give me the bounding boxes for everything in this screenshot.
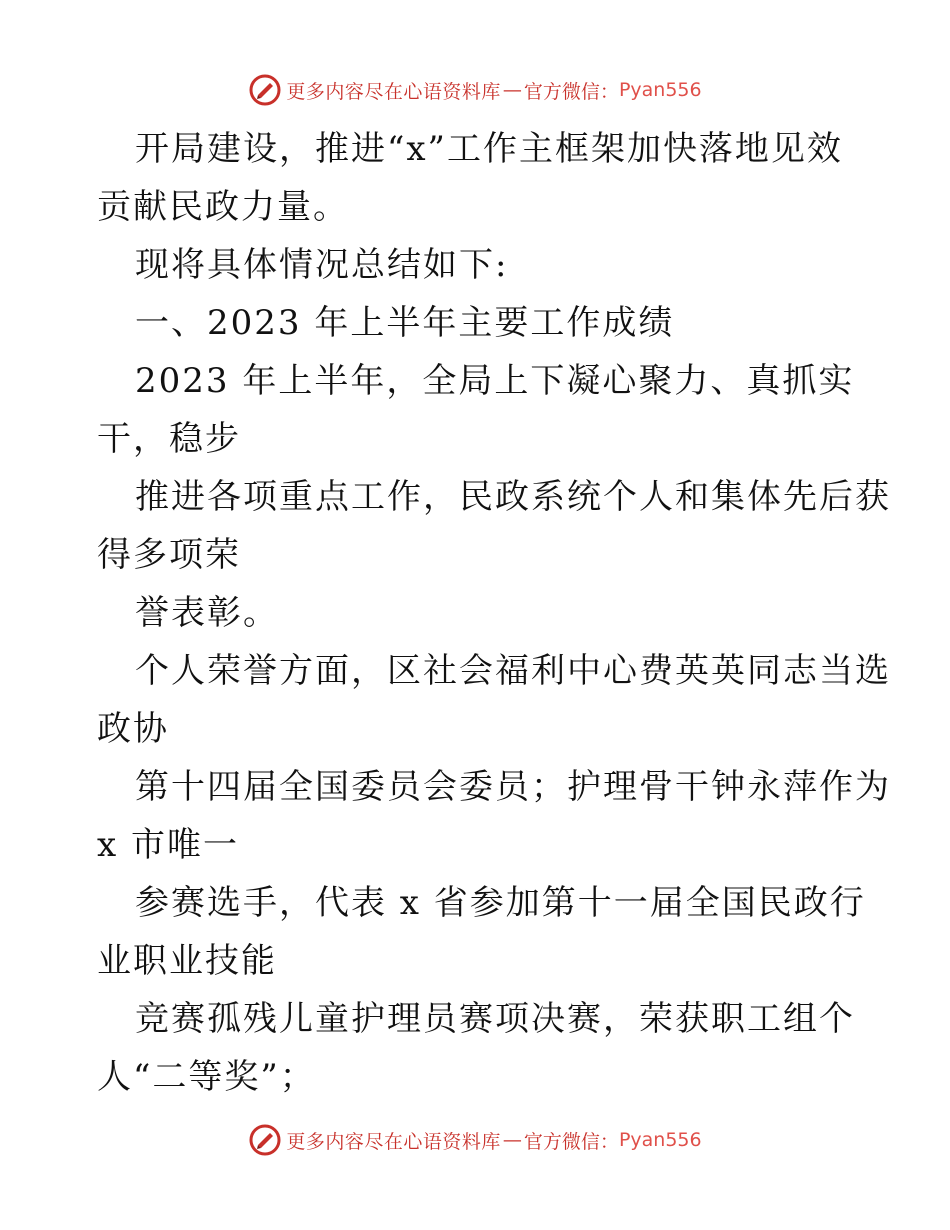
- text-line: 誉表彰。: [135, 593, 279, 633]
- text-line: 干，稳步: [97, 419, 241, 459]
- footer-banner-text: 更多内容尽在心语资料库: [286, 1130, 501, 1153]
- text-line: 得多项荣: [97, 535, 241, 575]
- document-body: [97, 120, 891, 1106]
- section-heading: 一、2023 年上半年主要工作成绩: [135, 303, 675, 343]
- text-line: 参赛选手，代表 x 省参加第十一届全国民政行: [135, 883, 866, 923]
- brand-logo-icon: [248, 73, 282, 107]
- text-line: 竞赛孤残儿童护理员赛项决赛，荣获职工组个: [135, 999, 855, 1039]
- text-line: 第十四届全国委员会委员；护理骨干钟永萍作为: [135, 767, 891, 807]
- footer-wechat-id: Pyan556: [618, 1129, 702, 1151]
- text-line: 人“二等奖”；: [97, 1057, 316, 1097]
- text-line: 个人荣誉方面，区社会福利中心费英英同志当选: [135, 651, 891, 691]
- text-line: 现将具体情况总结如下:: [135, 245, 509, 285]
- footer-banner: [0, 1120, 950, 1160]
- text-line: 政协: [97, 709, 169, 749]
- text-line: 推进各项重点工作，民政系统个人和集体先后获: [135, 477, 891, 517]
- text-line: 贡献民政力量。: [97, 187, 349, 227]
- text-line: 2023 年上半年，全局上下凝心聚力、真抓实: [135, 361, 855, 401]
- text-line: 业职业技能: [97, 941, 277, 981]
- brand-logo-icon: [248, 1123, 282, 1157]
- header-wechat-id: Pyan556: [618, 79, 702, 101]
- header-banner-text: 更多内容尽在心语资料库: [286, 80, 501, 103]
- footer-wechat-label: 官方微信：: [523, 1130, 619, 1153]
- text-line: x 市唯一: [97, 825, 239, 865]
- header-wechat-label: 官方微信：: [523, 80, 619, 103]
- text-line: 开局建设，推进“x”工作主框架加快落地见效: [135, 129, 843, 169]
- footer-banner-separator: —: [502, 1129, 522, 1151]
- header-banner-separator: —: [502, 79, 522, 101]
- header-banner: [0, 70, 950, 110]
